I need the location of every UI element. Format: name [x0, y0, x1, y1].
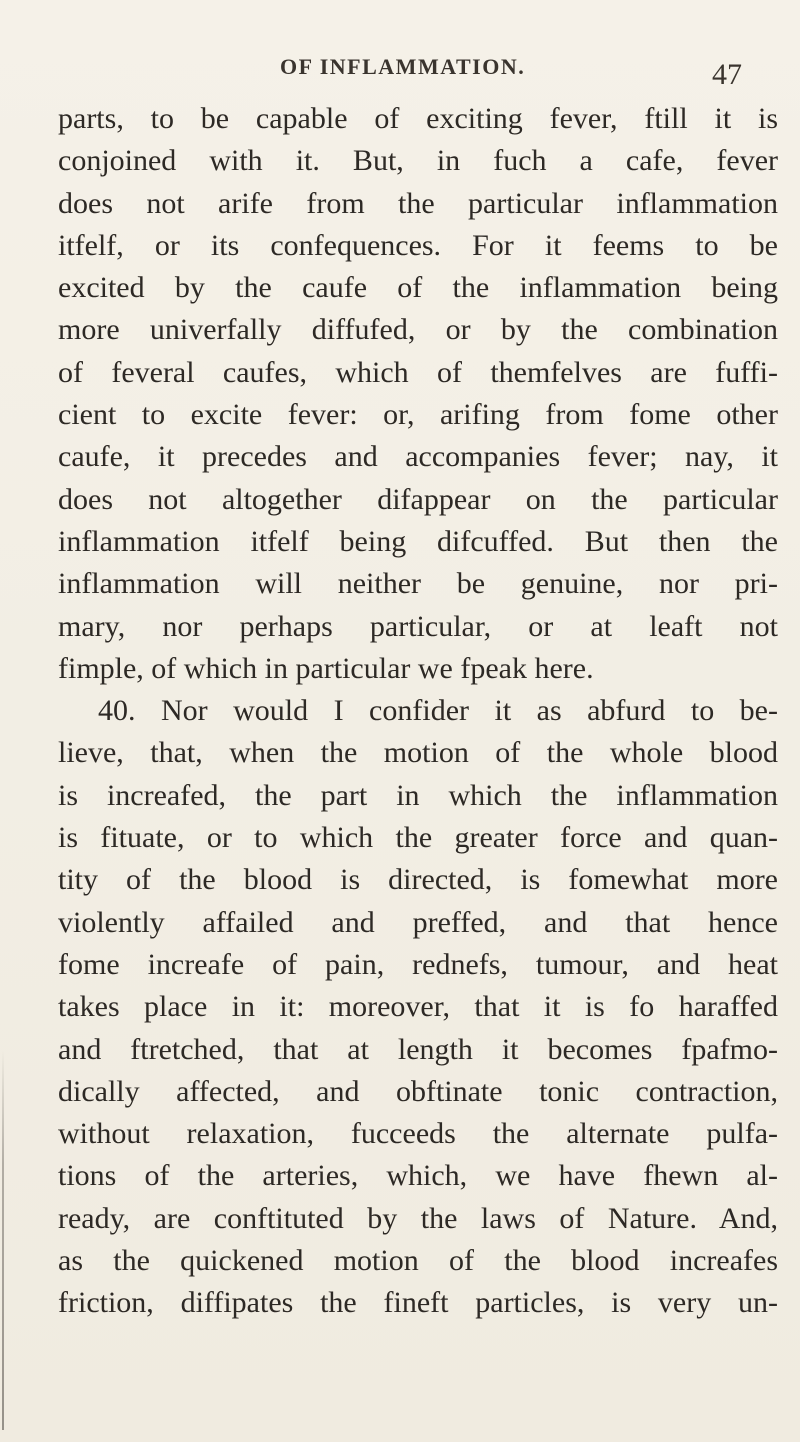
page-edge-shadow [2, 1050, 4, 1430]
text-line: is fituate, or to which the greater force and quan- [58, 821, 778, 855]
running-title: OF INFLAMMATION. [280, 54, 526, 79]
text-line: dically affected, and obftinate tonic contraction, [58, 1074, 778, 1108]
text-line: friction, diffipates the fineft particles, is very un- [58, 1286, 778, 1320]
text-line: mary, nor perhaps particular, or at leaft not [58, 609, 778, 643]
text-line: more univerfally diffufed, or by the combination [58, 313, 778, 347]
text-line: lieve, that, when the motion of the whole blood [58, 736, 778, 770]
paragraph-first-line: 40. Nor would I confider it as abfurd to be- [98, 694, 778, 728]
text-line: inflammation itfelf being difcuffed. But then the [58, 524, 778, 558]
body-text [58, 98, 778, 1325]
page-number: 47 [712, 58, 742, 91]
text-line: conjoined with it. But, in fuch a cafe, fever [58, 144, 778, 178]
text-line: and ftretched, that at length it becomes fpafmo- [58, 1032, 778, 1066]
text-line: tity of the blood is directed, is fomewhat more [58, 863, 778, 897]
running-head [0, 50, 800, 90]
text-line: as the quickened motion of the blood increafes [58, 1244, 778, 1278]
text-line: ready, are conftituted by the laws of Nature. And, [58, 1201, 778, 1235]
text-line: itfelf, or its confequences. For it feems to be [58, 228, 778, 262]
text-line: takes place in it: moreover, that it is fo haraffed [58, 990, 778, 1024]
text-line: violently affailed and preffed, and that hence [58, 905, 778, 939]
text-line: without relaxation, fucceeds the alternate pulfa- [58, 1117, 778, 1151]
text-line: tions of the arteries, which, we have fhewn al- [58, 1159, 778, 1193]
text-line: fome increafe of pain, rednefs, tumour, and heat [58, 947, 778, 981]
text-line: parts, to be capable of exciting fever, ftill it is [58, 102, 778, 135]
text-line: cient to excite fever: or, arifing from fome other [58, 398, 778, 432]
text-line: does not arife from the particular inflammation [58, 186, 778, 220]
text-line: does not altogether difappear on the particular [58, 482, 778, 516]
text-line: excited by the caufe of the inflammation being [58, 271, 778, 305]
text-line: of feveral caufes, which of themfelves are fuffi- [58, 355, 778, 389]
text-line: caufe, it precedes and accompanies fever; nay, it [58, 440, 778, 474]
text-line: fimple, of which in particular we fpeak here. [58, 651, 594, 685]
text-line: inflammation will neither be genuine, nor pri- [58, 567, 778, 601]
text-line: is increafed, the part in which the inflammation [58, 778, 778, 812]
